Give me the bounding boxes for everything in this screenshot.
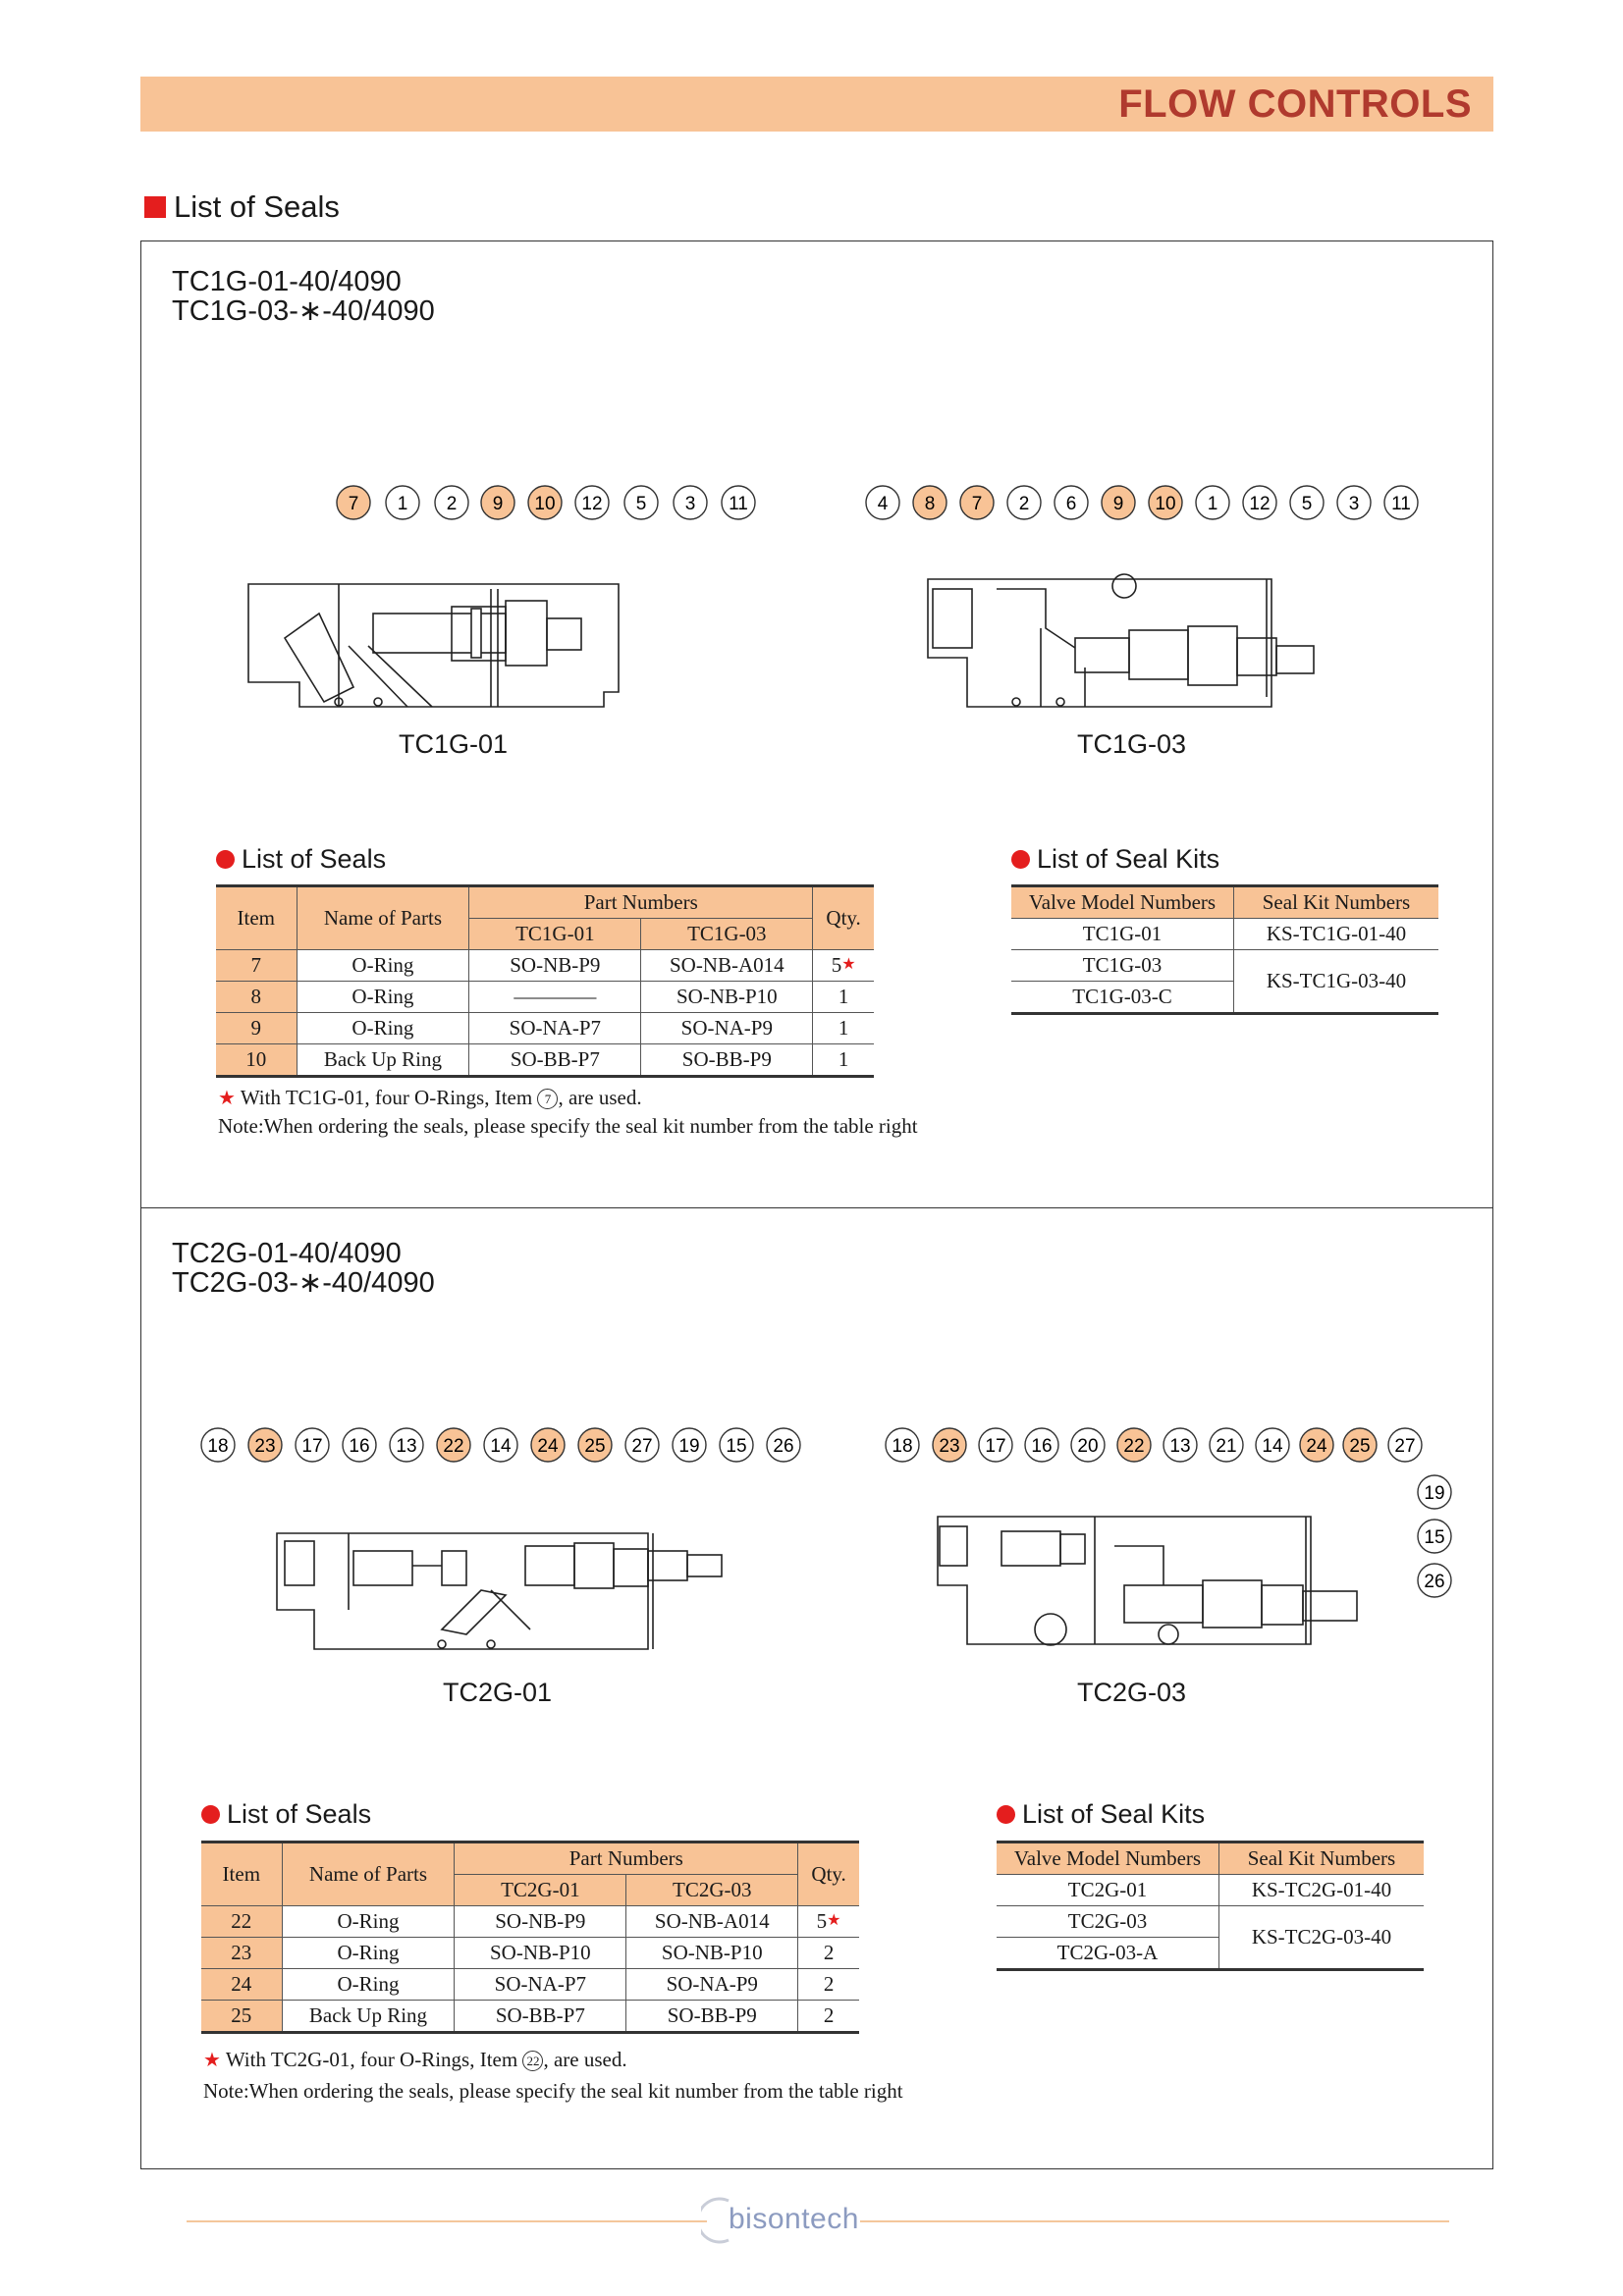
tc2g-01-label: TC2G-01 — [443, 1678, 553, 1707]
table-row: 7 O-Ring SO-NB-P9 SO-NB-A014 5★ — [216, 950, 874, 982]
group2-seals-heading: List of Seals — [201, 1799, 371, 1830]
red-dot-marker — [201, 1805, 220, 1824]
svg-text:23: 23 — [254, 1436, 276, 1457]
svg-text:18: 18 — [207, 1436, 229, 1457]
star-mark: ★ — [203, 2050, 221, 2071]
star-mark: ★ — [841, 956, 856, 973]
table-row: TC2G-01 KS-TC2G-01-40 — [997, 1875, 1424, 1906]
page-title: FLOW CONTROLS — [1118, 82, 1472, 126]
red-square-marker — [144, 196, 166, 218]
red-dot-marker — [1011, 850, 1030, 869]
table-row: TC1G-03-C — [1011, 982, 1438, 1014]
footer-rule-left — [187, 2220, 707, 2222]
svg-text:3: 3 — [1348, 494, 1360, 514]
tc1g-03-callouts — [861, 483, 1421, 522]
svg-text:27: 27 — [1394, 1436, 1416, 1457]
red-dot-marker — [216, 850, 235, 869]
tc2g-03-callouts — [881, 1425, 1440, 1465]
group1-notes: ★ With TC1G-01, four O-Rings, Item 7 , are used. Note:When ordering the seals, please specify the seal kit number from the table right — [218, 1086, 918, 1138]
svg-text:10: 10 — [534, 494, 556, 514]
svg-text:5: 5 — [635, 494, 647, 514]
svg-text:15: 15 — [1424, 1527, 1445, 1548]
svg-text:2: 2 — [446, 494, 458, 514]
tc1g-01-callouts — [324, 483, 766, 522]
group2-kits-heading: List of Seal Kits — [997, 1799, 1205, 1830]
tc1g-03-diagram — [908, 530, 1325, 726]
header-col-b: TC2G-03 — [626, 1875, 798, 1906]
svg-text:16: 16 — [349, 1436, 370, 1457]
svg-text:24: 24 — [537, 1436, 559, 1457]
svg-text:19: 19 — [1424, 1483, 1445, 1504]
svg-text:1: 1 — [1207, 494, 1218, 514]
svg-text:12: 12 — [581, 494, 603, 514]
tc2g-03-diagram — [918, 1507, 1384, 1664]
header-col-a: TC1G-01 — [469, 919, 641, 950]
svg-text:25: 25 — [584, 1436, 606, 1457]
svg-text:14: 14 — [490, 1436, 512, 1457]
header-seal-kit: Seal Kit Numbers — [1219, 1842, 1425, 1875]
svg-text:26: 26 — [1424, 1572, 1445, 1592]
svg-text:22: 22 — [1123, 1436, 1145, 1457]
header-name: Name of Parts — [282, 1842, 455, 1906]
table-row: 22 O-Ring SO-NB-P9 SO-NB-A014 5★ — [201, 1906, 859, 1938]
footer-rule-right — [860, 2220, 1449, 2222]
svg-text:25: 25 — [1349, 1436, 1371, 1457]
svg-text:12: 12 — [1249, 494, 1271, 514]
star-mark: ★ — [218, 1088, 236, 1109]
svg-text:13: 13 — [396, 1436, 417, 1457]
svg-text:19: 19 — [678, 1436, 700, 1457]
red-dot-marker — [997, 1805, 1015, 1824]
table-row: 24 O-Ring SO-NA-P7 SO-NA-P9 2 — [201, 1969, 859, 2001]
group2-model-names: TC2G-01-40/4090 TC2G-03-∗-40/4090 — [172, 1238, 435, 1299]
header-part-numbers: Part Numbers — [455, 1842, 798, 1875]
svg-text:23: 23 — [939, 1436, 960, 1457]
header-name: Name of Parts — [297, 886, 469, 950]
svg-text:27: 27 — [631, 1436, 653, 1457]
group2-notes: ★ With TC2G-01, four O-Rings, Item 22 , are used. Note:When ordering the seals, please specify the seal kit number from the table right — [203, 2048, 903, 2103]
svg-text:6: 6 — [1065, 494, 1077, 514]
header-item: Item — [201, 1842, 282, 1906]
star-mark: ★ — [827, 1912, 841, 1929]
header-valve-model: Valve Model Numbers — [1011, 886, 1234, 919]
header-qty: Qty. — [813, 886, 874, 950]
table-row: 8 O-Ring ———— SO-NB-P10 1 — [216, 982, 874, 1013]
group1-seals-table — [216, 884, 874, 1078]
svg-text:9: 9 — [1112, 494, 1124, 514]
group1-model-names: TC1G-01-40/4090 TC1G-03-∗-40/4090 — [172, 266, 435, 327]
svg-text:1: 1 — [397, 494, 408, 514]
svg-text:2: 2 — [1018, 494, 1030, 514]
table-row: 23 O-Ring SO-NB-P10 SO-NB-P10 2 — [201, 1938, 859, 1969]
svg-text:14: 14 — [1262, 1436, 1283, 1457]
group1-kits-table — [1011, 884, 1438, 1015]
svg-text:24: 24 — [1306, 1436, 1327, 1457]
svg-text:8: 8 — [924, 494, 936, 514]
svg-text:17: 17 — [301, 1436, 323, 1457]
header-qty: Qty. — [798, 1842, 859, 1906]
svg-text:11: 11 — [1391, 494, 1411, 514]
svg-text:7: 7 — [971, 494, 983, 514]
header-banner — [140, 77, 1493, 132]
svg-text:20: 20 — [1077, 1436, 1099, 1457]
section-title: List of Seals — [144, 189, 340, 225]
header-item: Item — [216, 886, 297, 950]
group-divider — [140, 1207, 1493, 1208]
svg-text:18: 18 — [892, 1436, 913, 1457]
svg-text:21: 21 — [1216, 1436, 1237, 1457]
group2-kits-table — [997, 1841, 1424, 1971]
group1-kits-heading: List of Seal Kits — [1011, 844, 1219, 875]
svg-text:16: 16 — [1031, 1436, 1053, 1457]
tc2g-01-diagram — [265, 1512, 746, 1679]
tc2g-01-callouts — [196, 1425, 820, 1465]
tc1g-01-label: TC1G-01 — [399, 729, 509, 759]
group2-seals-table — [201, 1841, 859, 2034]
table-row: 10 Back Up Ring SO-BB-P7 SO-BB-P9 1 — [216, 1044, 874, 1077]
svg-text:13: 13 — [1169, 1436, 1191, 1457]
tc2g-03-side-callouts — [1415, 1472, 1454, 1600]
svg-text:3: 3 — [684, 494, 696, 514]
table-row: TC1G-03 KS-TC1G-03-40 — [1011, 950, 1438, 982]
svg-text:17: 17 — [985, 1436, 1006, 1457]
svg-text:7: 7 — [348, 494, 359, 514]
header-col-b: TC1G-03 — [641, 919, 813, 950]
tc2g-03-label: TC2G-03 — [1077, 1678, 1187, 1707]
header-seal-kit: Seal Kit Numbers — [1234, 886, 1439, 919]
header-col-a: TC2G-01 — [455, 1875, 626, 1906]
table-row: 25 Back Up Ring SO-BB-P7 SO-BB-P9 2 — [201, 2001, 859, 2033]
svg-text:11: 11 — [729, 494, 748, 514]
table-row: TC2G-03-A — [997, 1938, 1424, 1970]
svg-text:4: 4 — [877, 494, 889, 514]
svg-text:22: 22 — [443, 1436, 464, 1457]
tc1g-03-label: TC1G-03 — [1077, 729, 1187, 759]
svg-text:5: 5 — [1301, 494, 1313, 514]
svg-text:26: 26 — [773, 1436, 794, 1457]
svg-text:10: 10 — [1155, 494, 1176, 514]
svg-text:15: 15 — [726, 1436, 747, 1457]
table-row: 9 O-Ring SO-NA-P7 SO-NA-P9 1 — [216, 1013, 874, 1044]
group1-seals-heading: List of Seals — [216, 844, 386, 875]
bisontech-logo: bisontech — [701, 2193, 863, 2248]
header-part-numbers: Part Numbers — [469, 886, 813, 919]
table-row: TC1G-01 KS-TC1G-01-40 — [1011, 919, 1438, 950]
table-row: TC2G-03 KS-TC2G-03-40 — [997, 1906, 1424, 1938]
svg-text:9: 9 — [492, 494, 504, 514]
header-valve-model: Valve Model Numbers — [997, 1842, 1219, 1875]
